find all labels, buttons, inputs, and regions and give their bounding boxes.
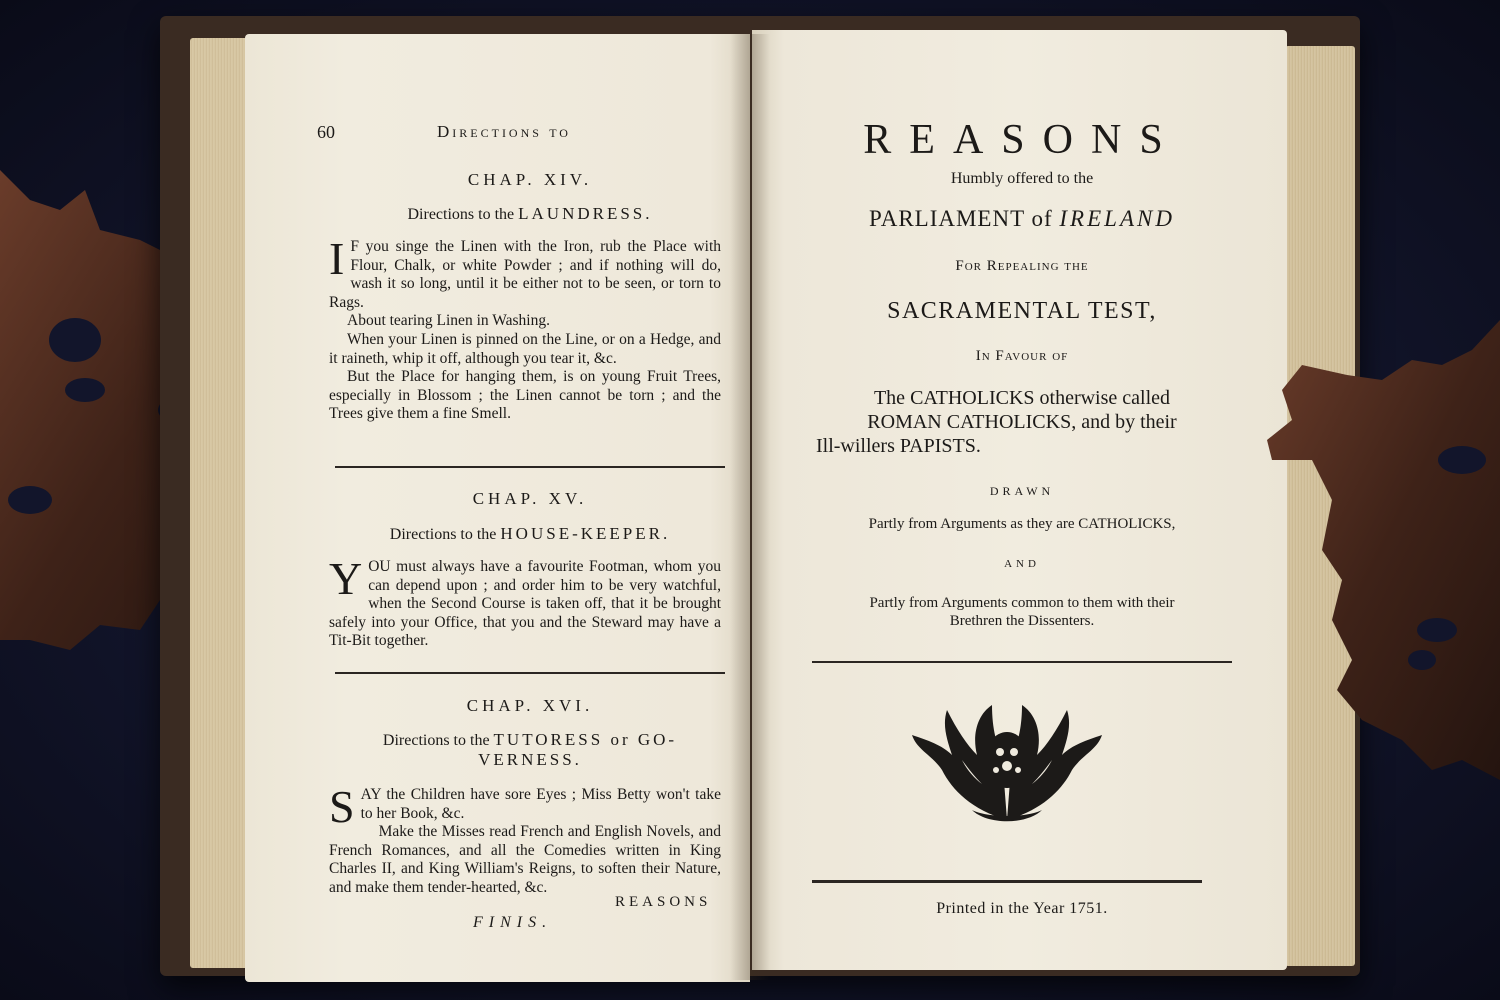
paragraph: But the Place for hanging them, is on young Fruit Trees, especially in Blossom ; the Linen cannot be torn ; and the Trees give them a fine Smell. [329,368,721,423]
page-number: 60 [317,122,335,142]
title-line-parliament [792,206,1252,232]
chapter-text [329,553,721,651]
spine-shadow [730,34,770,980]
title-line-partly-1: Partly from Arguments as they are CATHOLICKS, [868,516,1176,532]
ornament-icon [912,700,1102,825]
chapter-text [329,233,721,424]
chapter-title-caps: HOUSE-KEEPER. [500,524,671,543]
title-line-favour: In Favour of [975,348,1069,364]
drop-cap: S [329,781,355,832]
paragraph: AY the Children have sore Eyes ; Miss Betty won't take to her Book, &c. [360,786,721,822]
title-line-drawn: DRAWN [989,484,1055,498]
divider-rule [335,672,725,674]
page-edges-left [190,38,250,968]
title-line-sacramental: SACRAMENTAL TEST, [887,298,1157,324]
chapter-title [335,730,725,770]
chapter-heading: CHAP. XV. [472,489,588,508]
chapter-text [329,781,721,898]
title-line-partly-2 [792,594,1252,630]
running-title: Directions to [437,122,571,141]
bookweight-right-icon [1262,320,1500,790]
chapter-title-caps: TUTORESS or GO-VERNESS. [478,730,678,769]
open-book [160,16,1370,986]
ireland-text: IRELAND [1059,206,1175,231]
drop-cap: I [329,233,345,284]
chapter-title-prefix: Directions to the [389,526,497,543]
chapter-title-prefix: Directions to the [382,732,490,749]
finis: FINIS. [473,914,553,931]
catholicks-line-1: The CATHOLICKS otherwise called [873,387,1171,409]
paragraph: When your Linen is pinned on the Line, or on a Hedge, and it raineth, whip it off, although you tear it, &c. [329,330,721,367]
paragraph: Make the Misses read French and English Novels, and French Romances, and all the Comedies written in King Charles II, and King William's Reigns, to soften their Nature, and make them tender-hearted, &c. [329,823,721,896]
catholicks-line-3: Ill-willers PAPISTS. [816,435,981,457]
chapter-title [325,524,735,544]
drop-cap: Y [329,553,363,604]
parliament-text: PARLIAMENT of [869,206,1053,231]
chapter-title-caps: LAUNDRESS. [518,204,653,223]
title-line-catholicks [792,386,1252,458]
imprint: Printed in the Year 1751. [936,900,1108,917]
chapter-heading: CHAP. XVI. [466,696,594,715]
divider-rule [812,661,1232,663]
paragraph: F you singe the Linen with the Iron, rub the Place with Flour, Chalk, or white Powder ; and if nothing will do, wash it so long, until it be either not to be seen, or torn to Rags. [329,238,721,311]
catholicks-line-2: ROMAN CATHOLICKS, and by their [867,411,1177,433]
chapter-title-prefix: Directions to the [407,206,515,223]
title-page-title: REASONS [863,117,1181,163]
partly-2-line-a: Partly from Arguments common to them with their [869,595,1175,611]
title-line-humbly: Humbly offered to the [950,170,1094,187]
partly-2-line-b: Brethren the Dissenters. [949,613,1095,629]
title-line-repealing: For Repealing the [955,258,1089,274]
divider-rule [335,466,725,468]
chapter-heading: CHAP. XIV. [467,170,593,189]
title-line-and: AND [1004,558,1040,570]
paragraph: OU must always have a favourite Footman, whom you can depend upon ; and order him to be very watchful, when the Second Course is taken off, that it be brought safely into your Office, that you and the Steward may have a Tit-Bit together. [329,558,721,650]
divider-rule [812,880,1202,883]
left-page [245,34,750,982]
right-page [752,30,1287,970]
paragraph: About tearing Linen in Washing. [347,312,550,330]
catchword: REASONS [615,894,712,910]
chapter-title [325,204,735,224]
